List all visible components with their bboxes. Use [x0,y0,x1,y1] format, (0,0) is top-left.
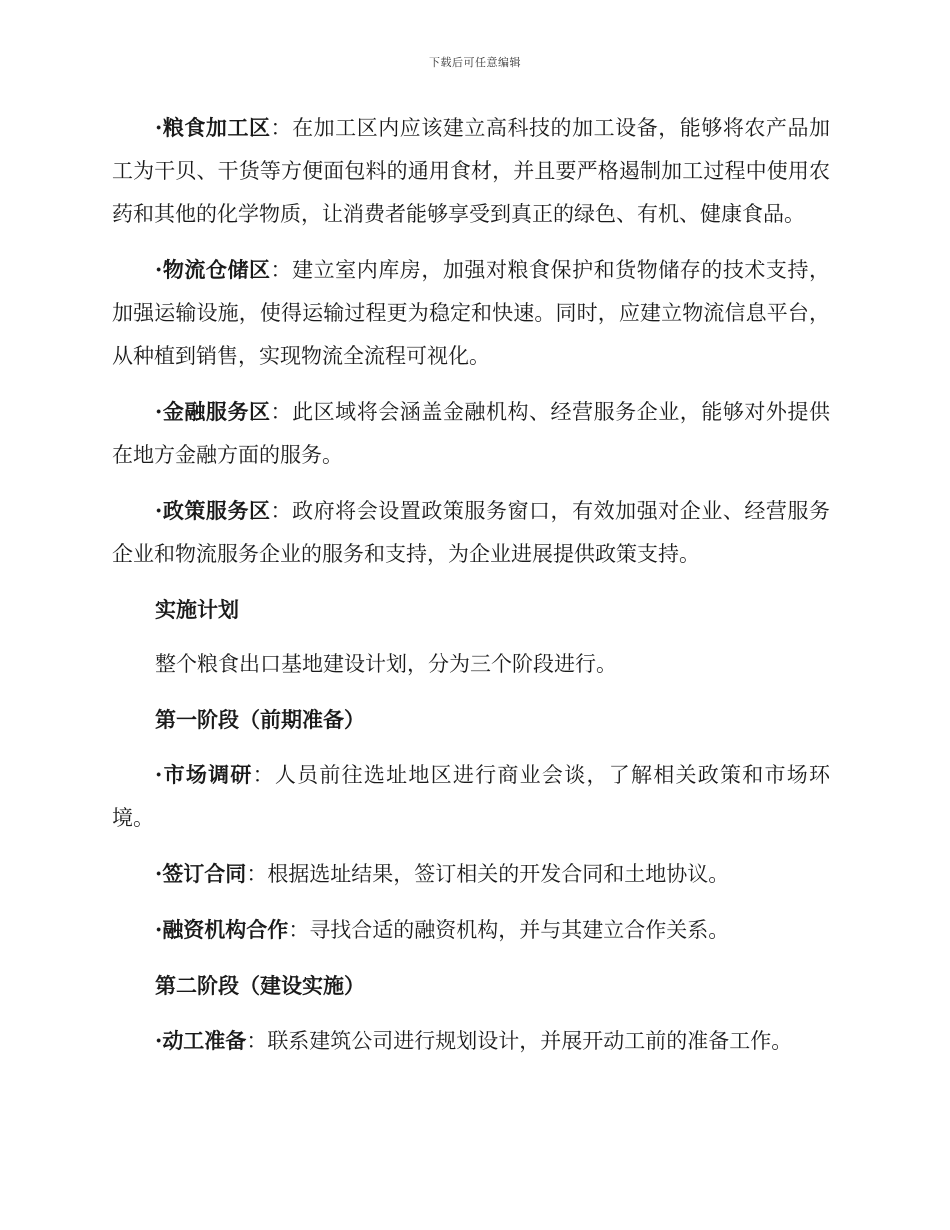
bullet: · [155,861,163,886]
item-text: 政府将会设置政策服务窗口，有效加强对企业、经营服务企业和物流服务企业的服务和支持，为企业进展提供政策支持。 [112,499,831,566]
list-item-sign-contract [112,852,830,896]
list-item-financial-services [112,390,830,477]
item-term: 粮食加工区 [162,115,271,140]
item-text: 建立室内库房，加强对粮食保护和货物储存的技术支持，加强运输设施，使得运输过程更为稳定和快速。同时，应建立物流信息平台，从种植到销售，实现物流全流程可视化。 [112,258,831,368]
bullet: · [155,257,163,282]
item-separator: ： [252,763,275,787]
document-body [112,106,830,1075]
item-term: 市场调研 [162,762,253,787]
list-item-policy-services [112,489,830,576]
item-text: 寻找合适的融资机构，并与其建立合作关系。 [309,918,730,942]
item-text: 在加工区内应该建立高科技的加工设备，能够将农产品加工为干贝、干货等方便面包料的通用食材，并且要严格遏制加工过程中使用农药和其他的化学物质，让消费者能够享受到真正的绿色、有机、健康食品。 [112,116,831,226]
list-item-logistics-storage [112,248,830,378]
bullet: · [155,115,163,140]
item-separator: ： [246,862,268,886]
list-item-grain-processing [112,106,830,236]
item-term: 政策服务区 [162,498,271,523]
item-term: 签订合同 [162,861,247,886]
section-heading-phase-two: 第二阶段（建设实施） [155,973,365,998]
item-separator: ： [270,258,293,282]
list-item-financing-cooperation [112,908,830,952]
paragraph-plan-overview: 整个粮食出口基地建设计划，分为三个阶段进行。 [155,652,617,676]
item-text: 根据选址结果，签订相关的开发合同和土地协议。 [267,862,730,886]
list-item-construction-preparation [112,1019,830,1063]
section-heading-implementation-plan: 实施计划 [155,597,239,622]
item-term: 金融服务区 [162,399,271,424]
item-separator: ： [246,1029,268,1053]
item-separator: ： [270,116,293,140]
item-text: 此区域将会涵盖金融机构、经营服务企业，能够对外提供在地方金融方面的服务。 [112,400,831,467]
bullet: · [155,498,163,523]
list-item-market-research [112,753,830,840]
page-header-note: 下载后可任意编辑 [429,56,521,69]
item-separator: ： [270,499,293,523]
item-text: 人员前往选址地区进行商业会谈，了解相关政策和市场环境。 [112,763,831,830]
bullet: · [155,1028,163,1053]
item-separator: ： [270,400,293,424]
section-heading-phase-one: 第一阶段（前期准备） [155,707,365,732]
item-text: 联系建筑公司进行规划设计，并展开动工前的准备工作。 [267,1029,793,1053]
item-term: 物流仓储区 [162,257,271,282]
bullet: · [155,399,163,424]
item-separator: ： [288,918,310,942]
item-term: 融资机构合作 [162,917,289,942]
bullet: · [155,917,163,942]
item-term: 动工准备 [162,1028,247,1053]
bullet: · [155,762,163,787]
